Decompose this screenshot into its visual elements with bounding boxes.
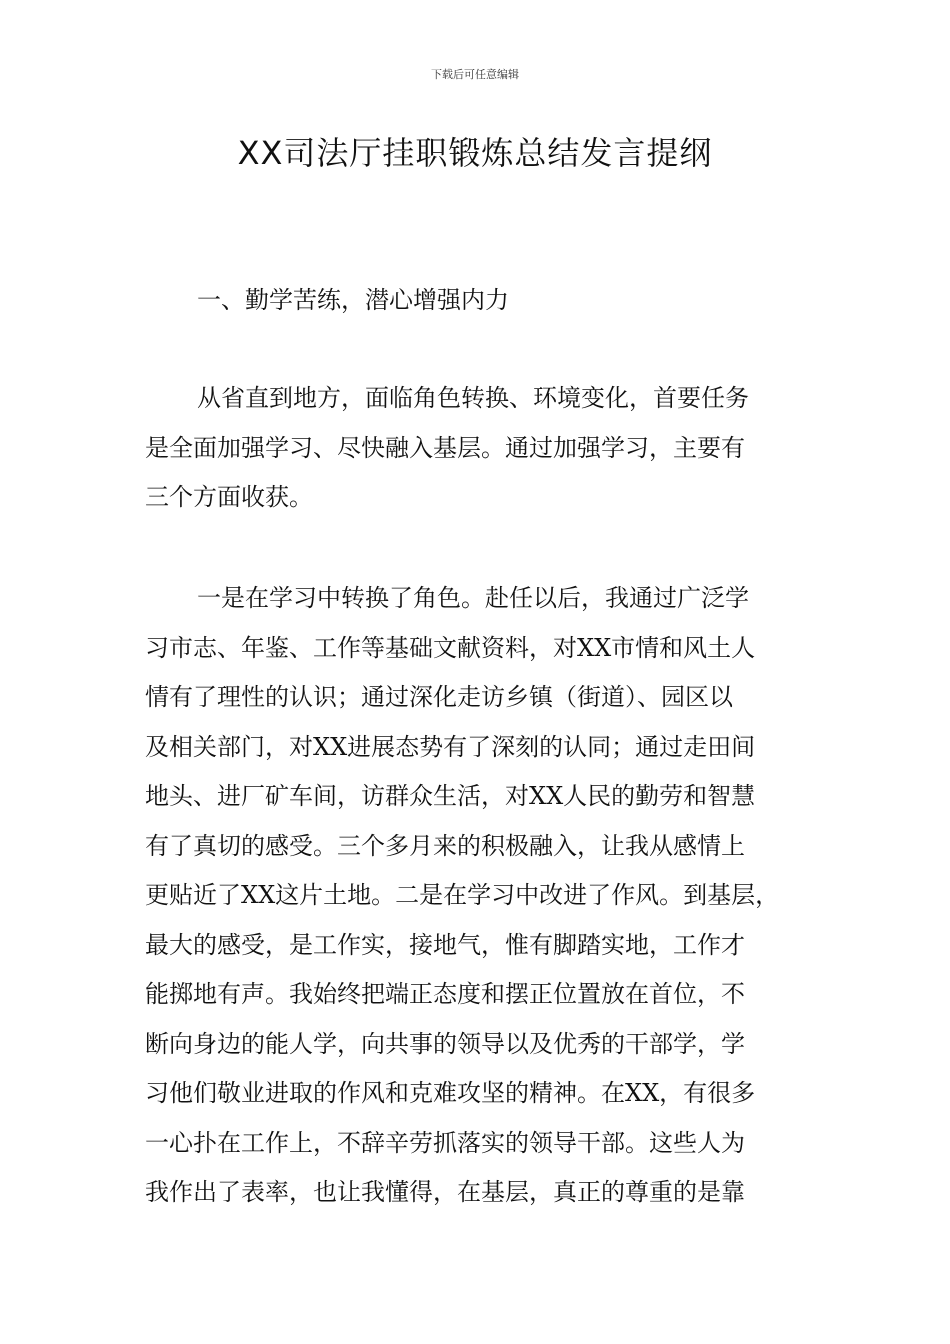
paragraph-line: 一心扑在工作上，不辞辛劳抓落实的领导干部。这些人为 xyxy=(145,1128,745,1157)
paragraph-line: 情有了理性的认识；通过深化走访乡镇（街道）、园区以 xyxy=(145,683,733,711)
paragraph-line: 从省直到地方，面临角色转换、环境变化，首要任务 xyxy=(197,384,749,412)
paragraph-1 xyxy=(145,374,825,523)
paragraph-line: 我作出了表率，也让我懂得，在基层，真正的尊重的是靠 xyxy=(145,1178,745,1206)
paragraph-2 xyxy=(145,574,825,1218)
paragraph-line: 有了真切的感受。三个多月来的积极融入，让我从感情上 xyxy=(145,831,745,860)
paragraph-line: 断向身边的能人学，向共事的领导以及优秀的干部学，学 xyxy=(145,1029,745,1058)
paragraph-line: 习市志、年鉴、工作等基础文献资料，对XX市情和风土人 xyxy=(145,633,756,662)
paragraph-line: 三个方面收获。 xyxy=(145,483,313,511)
section-heading: 一、勤学苦练，潜心增强内力 xyxy=(197,286,509,314)
paragraph-line: 及相关部门，对XX进展态势有了深刻的认同；通过走田间 xyxy=(145,732,756,761)
paragraph-line: 能掷地有声。我始终把端正态度和摆正位置放在首位，不 xyxy=(145,980,745,1008)
paragraph-line: 一是在学习中转换了角色。赴任以后，我通过广泛学 xyxy=(197,584,749,612)
paragraph-line: 更贴近了XX这片土地。二是在学习中改进了作风。到基层， xyxy=(145,881,780,909)
paragraph-line: 是全面加强学习、尽快融入基层。通过加强学习，主要有 xyxy=(145,433,745,462)
paragraph-line: 地头、进厂矿车间，访群众生活，对XX人民的勤劳和智慧 xyxy=(145,782,756,810)
header-note: 下载后可任意编辑 xyxy=(431,68,519,81)
paragraph-line: 最大的感受，是工作实，接地气，惟有脚踏实地，工作才 xyxy=(145,930,745,959)
paragraph-line: 习他们敬业进取的作风和克难攻坚的精神。在XX，有很多 xyxy=(145,1079,756,1107)
document-title: XX司法厅挂职锻炼总结发言提纲 xyxy=(237,134,713,172)
